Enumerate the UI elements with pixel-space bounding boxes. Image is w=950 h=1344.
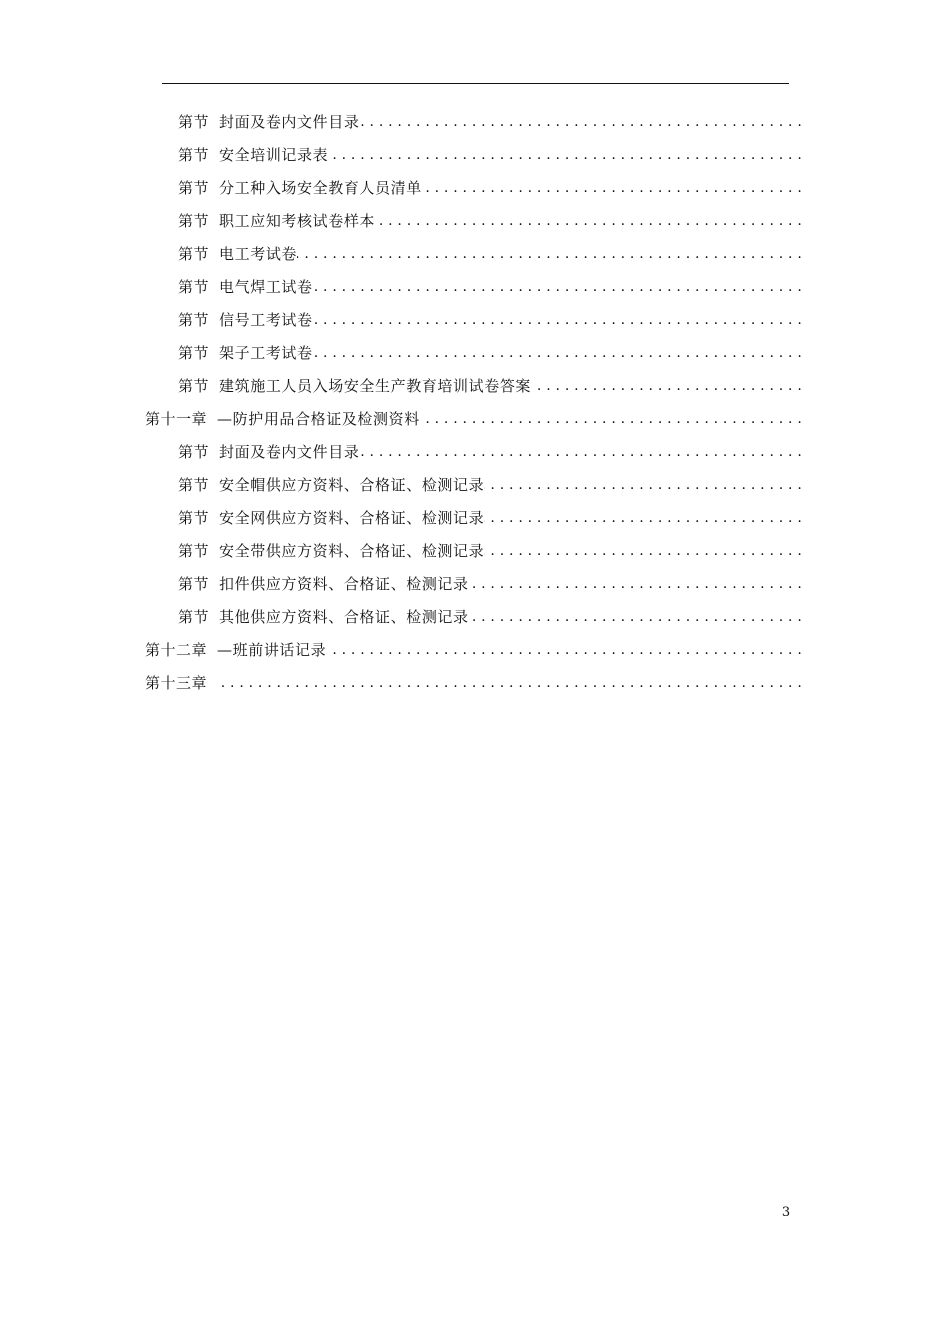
dot-leader — [469, 568, 802, 601]
toc-entry-prefix: 第节 — [178, 575, 210, 593]
dot-leader — [359, 106, 802, 139]
toc-entry[interactable] — [178, 601, 802, 634]
toc-entry[interactable] — [178, 139, 802, 172]
toc-entry[interactable] — [178, 337, 802, 370]
toc-entry-prefix: 第节 — [178, 377, 210, 395]
dot-leader — [297, 238, 802, 271]
dot-leader — [375, 205, 802, 238]
dot-leader — [422, 172, 802, 205]
toc-chapter-entry[interactable] — [145, 667, 802, 700]
toc-entry[interactable] — [178, 568, 802, 601]
toc-entry-prefix: 第节 — [178, 311, 210, 329]
toc-entry-prefix: 第节 — [178, 179, 210, 197]
dot-leader — [484, 502, 802, 535]
dot-leader — [469, 601, 802, 634]
toc-entry[interactable] — [178, 238, 802, 271]
toc-chapter-prefix: 第十二章 — [145, 641, 208, 659]
toc-entry-prefix: 第节 — [178, 113, 210, 131]
toc-entry-title: 安全帽供应方资料、合格证、检测记录 — [219, 476, 485, 494]
toc-entry-prefix: 第节 — [178, 212, 210, 230]
dot-leader — [484, 469, 802, 502]
dot-leader — [313, 337, 802, 370]
toc-entry-prefix: 第节 — [178, 245, 210, 263]
toc-entry-title: 安全网供应方资料、合格证、检测记录 — [219, 509, 485, 527]
dot-leader — [313, 304, 802, 337]
toc-entry[interactable] — [178, 304, 802, 337]
toc-entry-prefix: 第节 — [178, 278, 210, 296]
toc-entry-prefix: 第节 — [178, 146, 210, 164]
toc-entry-title: 电气焊工试卷 — [219, 278, 313, 296]
dot-leader — [359, 436, 802, 469]
toc-entry[interactable] — [178, 535, 802, 568]
header-rule — [162, 83, 789, 84]
toc-entry[interactable] — [178, 469, 802, 502]
toc-chapter-title: —防护用品合格证及检测资料 — [217, 410, 420, 428]
toc-chapter-entry[interactable] — [145, 634, 802, 667]
dot-leader — [326, 634, 802, 667]
toc-entry-title: 安全培训记录表 — [219, 146, 329, 164]
dot-leader — [420, 403, 802, 436]
toc-chapter-prefix: 第十三章 — [145, 674, 208, 692]
toc-entry-prefix: 第节 — [178, 542, 210, 560]
dot-leader — [313, 271, 802, 304]
toc-entry-title: 建筑施工人员入场安全生产教育培训试卷答案 — [219, 377, 532, 395]
toc-entry[interactable] — [178, 106, 802, 139]
toc-entry-title: 扣件供应方资料、合格证、检测记录 — [219, 575, 469, 593]
page-number: 3 — [781, 1205, 791, 1220]
toc-entry[interactable] — [178, 172, 802, 205]
toc-entry-title: 其他供应方资料、合格证、检测记录 — [219, 608, 469, 626]
toc-entry[interactable] — [178, 271, 802, 304]
toc-entry-prefix: 第节 — [178, 344, 210, 362]
dot-leader — [484, 535, 802, 568]
toc-entry-title: 封面及卷内文件目录 — [219, 443, 360, 461]
toc-entry-title: 分工种入场安全教育人员清单 — [219, 179, 422, 197]
toc-entry-title: 架子工考试卷 — [219, 344, 313, 362]
dot-leader — [531, 370, 802, 403]
toc-entry[interactable] — [178, 205, 802, 238]
toc-entry[interactable] — [178, 502, 802, 535]
toc-entry[interactable] — [178, 436, 802, 469]
toc-entry-title: 安全带供应方资料、合格证、检测记录 — [219, 542, 485, 560]
toc-entry-title: 职工应知考核试卷样本 — [219, 212, 376, 230]
dot-leader — [217, 667, 802, 700]
toc-entry-prefix: 第节 — [178, 509, 210, 527]
toc-entry[interactable] — [178, 370, 802, 403]
toc-entry-prefix: 第节 — [178, 476, 210, 494]
toc-entry-prefix: 第节 — [178, 608, 210, 626]
toc-entry-title: 信号工考试卷 — [219, 311, 313, 329]
dot-leader — [328, 139, 802, 172]
toc-entry-prefix: 第节 — [178, 443, 210, 461]
toc-chapter-prefix: 第十一章 — [145, 410, 208, 428]
toc-chapter-entry[interactable] — [145, 403, 802, 436]
toc-chapter-title: —班前讲话记录 — [217, 641, 327, 659]
toc-entry-title: 封面及卷内文件目录 — [219, 113, 360, 131]
toc-entry-title: 电工考试卷 — [219, 245, 298, 263]
